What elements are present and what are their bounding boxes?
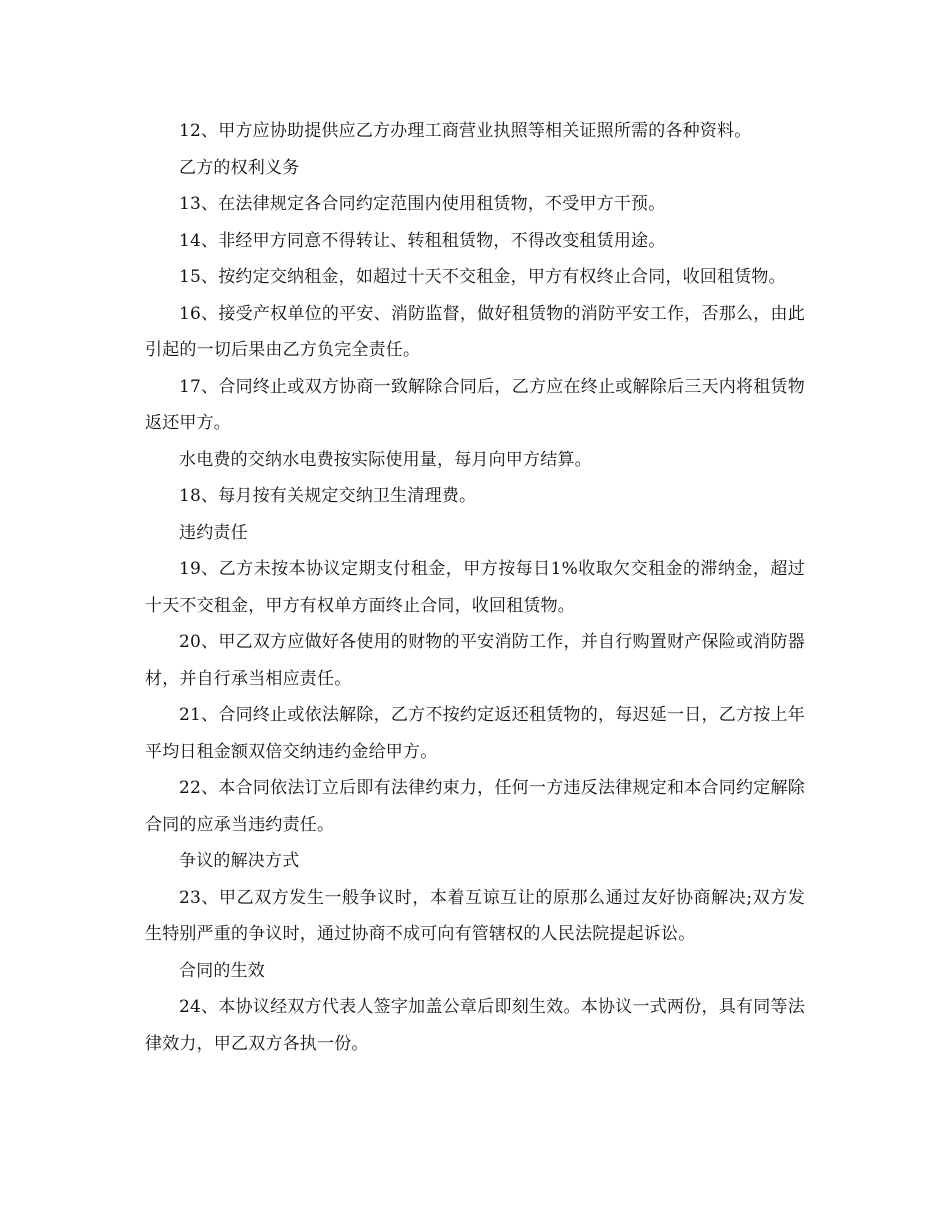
- clause-22: 22、本合同依法订立后即有法律约束力，任何一方违反法律规定和本合同约定解除合同的应承当违约责任。: [145, 778, 805, 835]
- section-heading-effectiveness: 合同的生效: [179, 960, 265, 981]
- document-body: [145, 113, 805, 1062]
- clause-20: 20、甲乙双方应做好各使用的财物的平安消防工作，并自行购置财产保险或消防器材，并自行承当相应责任。: [145, 632, 805, 689]
- clause-18: 18、每月按有关规定交纳卫生清理费。: [179, 486, 477, 506]
- clause-12: 12、甲方应协助提供应乙方办理工商营业执照等相关证照所需的各种资料。: [179, 121, 752, 141]
- section-heading-breach: 违约责任: [179, 522, 248, 543]
- clause-24: 24、本协议经双方代表人签字加盖公章后即刻生效。本协议一式两份，具有同等法律效力，甲乙双方各执一份。: [145, 997, 805, 1054]
- clause-16: 16、接受产权单位的平安、消防监督，做好租赁物的消防平安工作，否那么，由此引起的一切后果由乙方负完全责任。: [145, 303, 805, 360]
- section-heading-party-b-rights: 乙方的权利义务: [179, 157, 300, 178]
- clause-23: 23、甲乙双方发生一般争议时，本着互谅互让的原那么通过友好协商解决;双方发生特别严重的争议时，通过协商不成可向有管辖权的人民法院提起诉讼。: [145, 887, 805, 944]
- clause-17: 17、合同终止或双方协商一致解除合同后，乙方应在终止或解除后三天内将租赁物返还甲方。: [145, 376, 805, 433]
- clause-13: 13、在法律规定各合同约定范围内使用租赁物，不受甲方干预。: [179, 194, 666, 214]
- section-heading-dispute: 争议的解决方式: [179, 851, 300, 871]
- clause-19: 19、乙方未按本协议定期支付租金，甲方按每日1%收取欠交租金的滞纳金，超过十天不交租金，甲方有权单方面终止合同，收回租赁物。: [145, 559, 805, 616]
- utility-fee-clause: 水电费的交纳水电费按实际使用量，每月向甲方结算。: [179, 449, 592, 470]
- clause-21: 21、合同终止或依法解除，乙方不按约定返还租赁物的，每迟延一日，乙方按上年平均日租金额双倍交纳违约金给甲方。: [145, 705, 805, 762]
- clause-15: 15、按约定交纳租金，如超过十天不交租金，甲方有权终止合同，收回租赁物。: [179, 267, 786, 287]
- clause-14: 14、非经甲方同意不得转让、转租租赁物，不得改变租赁用途。: [179, 230, 666, 251]
